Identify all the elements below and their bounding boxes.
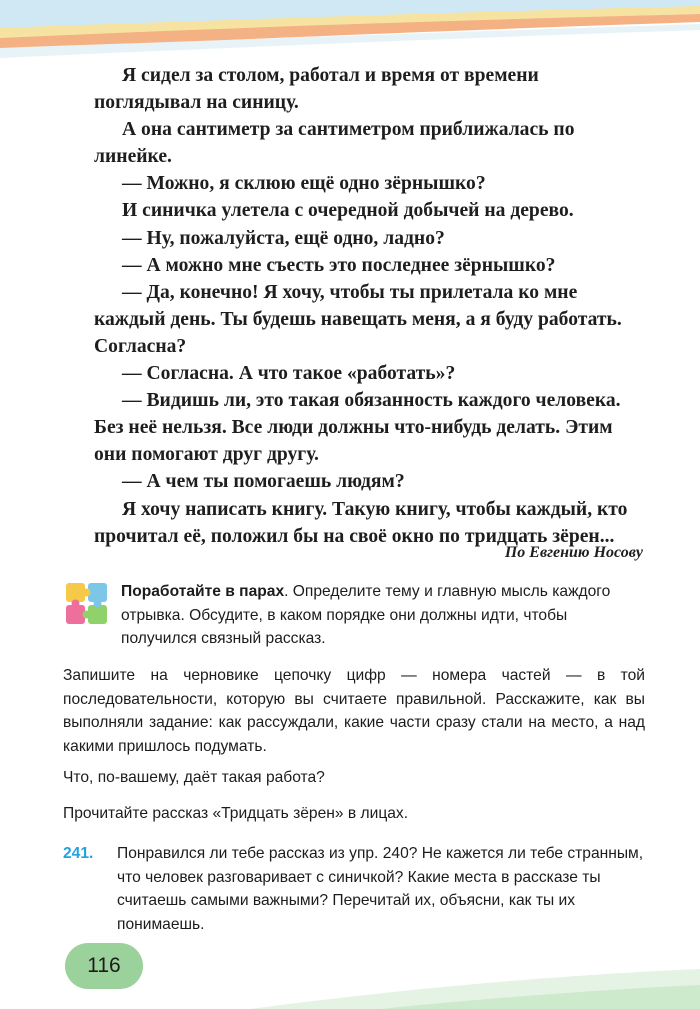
exercise-text: Понравился ли тебе рассказ из упр. 240? Не кажется ли тебе странным, что человек разговаривает с синичкой? Какие места в рассказе ты считаешь самыми важными? Перечитай их, объясни, как ты их понимаешь. — [117, 845, 644, 933]
story-paragraph: А она сантиметр за сантиметром приближалась по линейке. — [94, 119, 575, 168]
story-paragraph: — А можно мне съесть это последнее зёрнышко? — [122, 254, 556, 276]
page-number-badge — [65, 943, 143, 989]
story-paragraph: — Да, конечно! Я хочу, чтобы ты прилетала ко мне каждый день. Ты будешь навещать меня, а я буду работать. Согласна? — [94, 281, 622, 357]
instruction-paragraph: Что, по-вашему, даёт такая работа? — [63, 769, 325, 786]
top-decoration — [0, 0, 700, 70]
exercise-number: 241. — [63, 845, 94, 862]
pair-work-task — [121, 580, 643, 651]
story-paragraph: Я хочу написать книгу. Такую книгу, чтобы каждый, кто прочитал её, положил бы на своё окно по тридцать зёрен... — [94, 498, 628, 547]
puzzle-icon — [62, 579, 112, 629]
story-paragraph: Я сидел за столом, работал и время от времени поглядывал на синицу. — [94, 65, 539, 114]
story-paragraph: — Видишь ли, это такая обязанность каждого человека. Без неё нельзя. Все люди должны что-нибудь делать. Этим они помогают друг другу. — [94, 390, 621, 466]
story-paragraph: И синичка улетела с очередной добычей на дерево. — [122, 200, 574, 222]
story-text — [94, 62, 642, 550]
story-paragraph: — А чем ты помогаешь людям? — [122, 471, 405, 493]
task-text: . Определите тему и главную мысль каждого отрывка. Обсудите, в каком порядке они должны идти, чтобы получился связный рассказ. — [121, 583, 611, 647]
task-lead: Поработайте в парах — [121, 583, 285, 600]
page-number: 116 — [87, 954, 121, 977]
exercise-241 — [63, 842, 647, 936]
story-paragraph: — Можно, я склюю ещё одно зёрнышко? — [122, 173, 486, 195]
story-paragraph: — Согласна. А что такое «работать»? — [122, 363, 456, 385]
instruction-paragraph: Прочитайте рассказ «Тридцать зёрен» в лицах. — [63, 805, 409, 822]
story-author: По Евгению Носову — [504, 544, 643, 561]
story-paragraph: — Ну, пожалуйста, ещё одно, ладно? — [122, 227, 445, 249]
instruction-paragraph: Запишите на черновике цепочку цифр — номера частей — в той последовательности, которую вы считаете правильной. Расскажите, как вы выполняли задание: как рассуждали, какие части сразу стали на место, а над какими пришлось подумать. — [63, 667, 645, 755]
